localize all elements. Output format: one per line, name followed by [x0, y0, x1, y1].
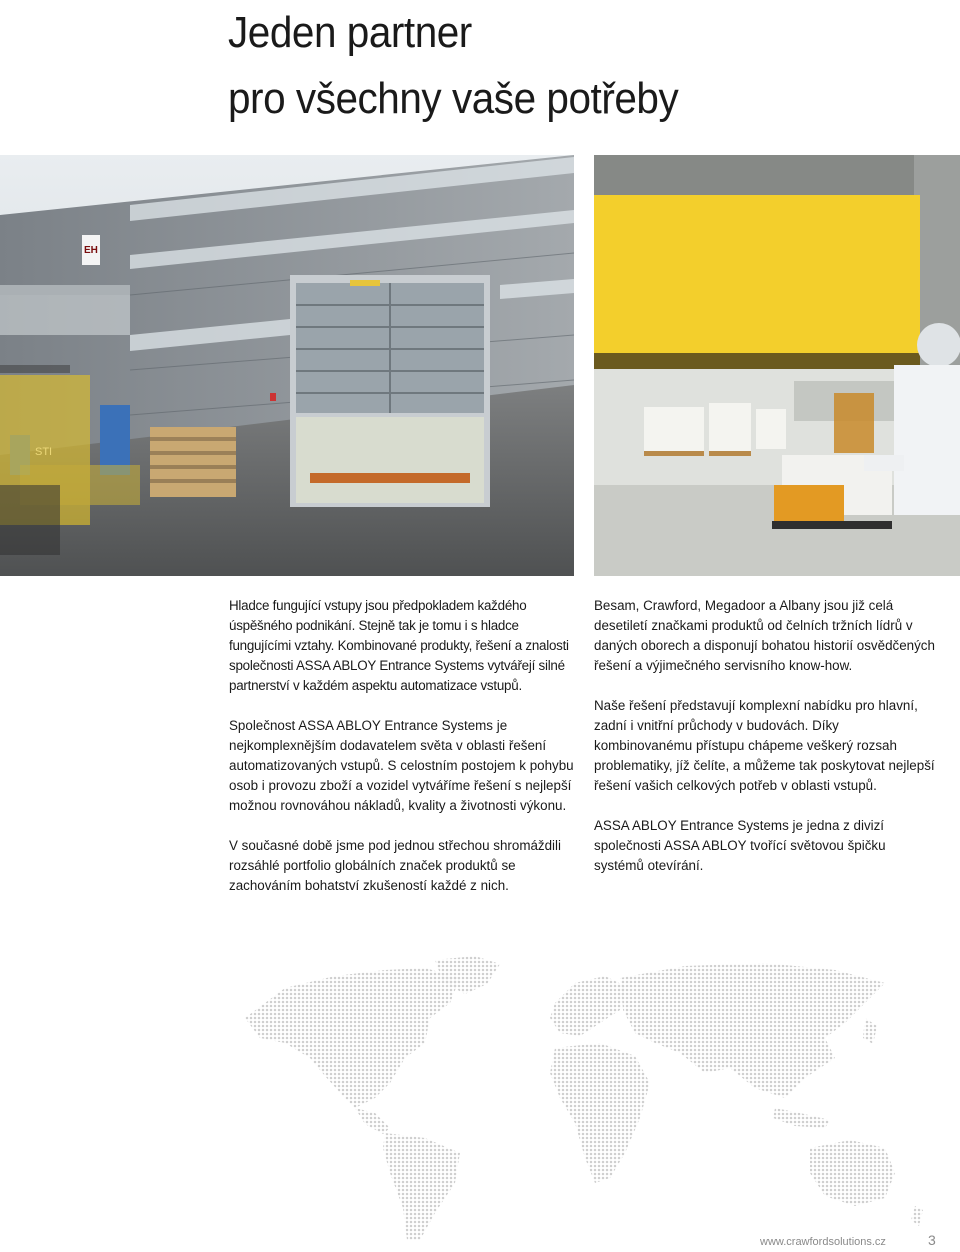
europe-shape [550, 976, 625, 1036]
africa-shape [550, 1043, 650, 1183]
new-zealand-shape [911, 1206, 923, 1226]
building-sign-text: EH [84, 245, 98, 256]
south-america-shape [383, 1133, 460, 1240]
solutions-paragraph: Naše řešení představují komplexní nabídku pro hlavní, zadní i vnitřní průchody v budovách. Díky kombinovanému přístupu chápeme veškerý rozsah problematiky, jíž čelíte, a můžeme tak poskytovat nejlepší řešení vašich celkových potřeb v oblasti vstupů. [594, 698, 935, 793]
brands-paragraph: Besam, Crawford, Megadoor a Albany jsou již celá desetiletí značkami produktů od čelních tržních lídrů v daných oborech a disponují bohatou historií osvědčených řešení a výjimečného servisního know-how. [594, 598, 935, 673]
left-text-column [229, 596, 574, 916]
warehouse-interior-photo [594, 155, 960, 576]
right-text-column [594, 596, 939, 896]
australia-shape [810, 1140, 895, 1206]
warehouse-exterior-photo [0, 155, 574, 576]
title-line-1: Jeden partner [228, 8, 472, 57]
interior-illustration [594, 155, 960, 576]
page-number: 3 [928, 1232, 936, 1248]
intro-paragraph: Hladce fungující vstupy jsou předpokladem každého úspěšného podnikání. Stejně tak je tomu i s hladce fungujícími vztahy. Kombinované produkty, řešení a znalosti společnosti ASSA ABLOY Entrance Systems vytvářejí silné partnerství v každém aspektu automatizace vstupů. [229, 598, 569, 693]
asia-shape [620, 963, 885, 1098]
company-paragraph: Společnost ASSA ABLOY Entrance Systems je nejkomplexnějším dodavatelem světa v oblasti řešení automatizovaných vstupů. S celostním postojem k pohybu osob i provozu zboží a vozidel vytváříme řešení s nejlepší možnou rovnováhou nákladů, kvality a životnosti výkonu. [229, 718, 574, 813]
japan-shape [863, 1018, 877, 1044]
north-america-shape [245, 968, 460, 1108]
indonesia-shape [773, 1108, 830, 1128]
central-america-shape [355, 1108, 390, 1134]
portfolio-paragraph: V současné době jsme pod jednou střechou shromáždili rozsáhlé portfolio globálních značek produktů se zachováním bohatství zkušeností každé z nich. [229, 838, 561, 893]
division-paragraph: ASSA ABLOY Entrance Systems je jedna z divizí společnosti ASSA ABLOY tvořící světovou špičku systémů otevírání. [594, 818, 886, 873]
world-map-graphic [225, 948, 960, 1248]
title-line-2: pro všechny vaše potřeby [228, 74, 679, 123]
footer-url[interactable]: www.crawfordsolutions.cz [760, 1236, 886, 1248]
page-title [228, 0, 678, 132]
warehouse-illustration [0, 155, 574, 576]
